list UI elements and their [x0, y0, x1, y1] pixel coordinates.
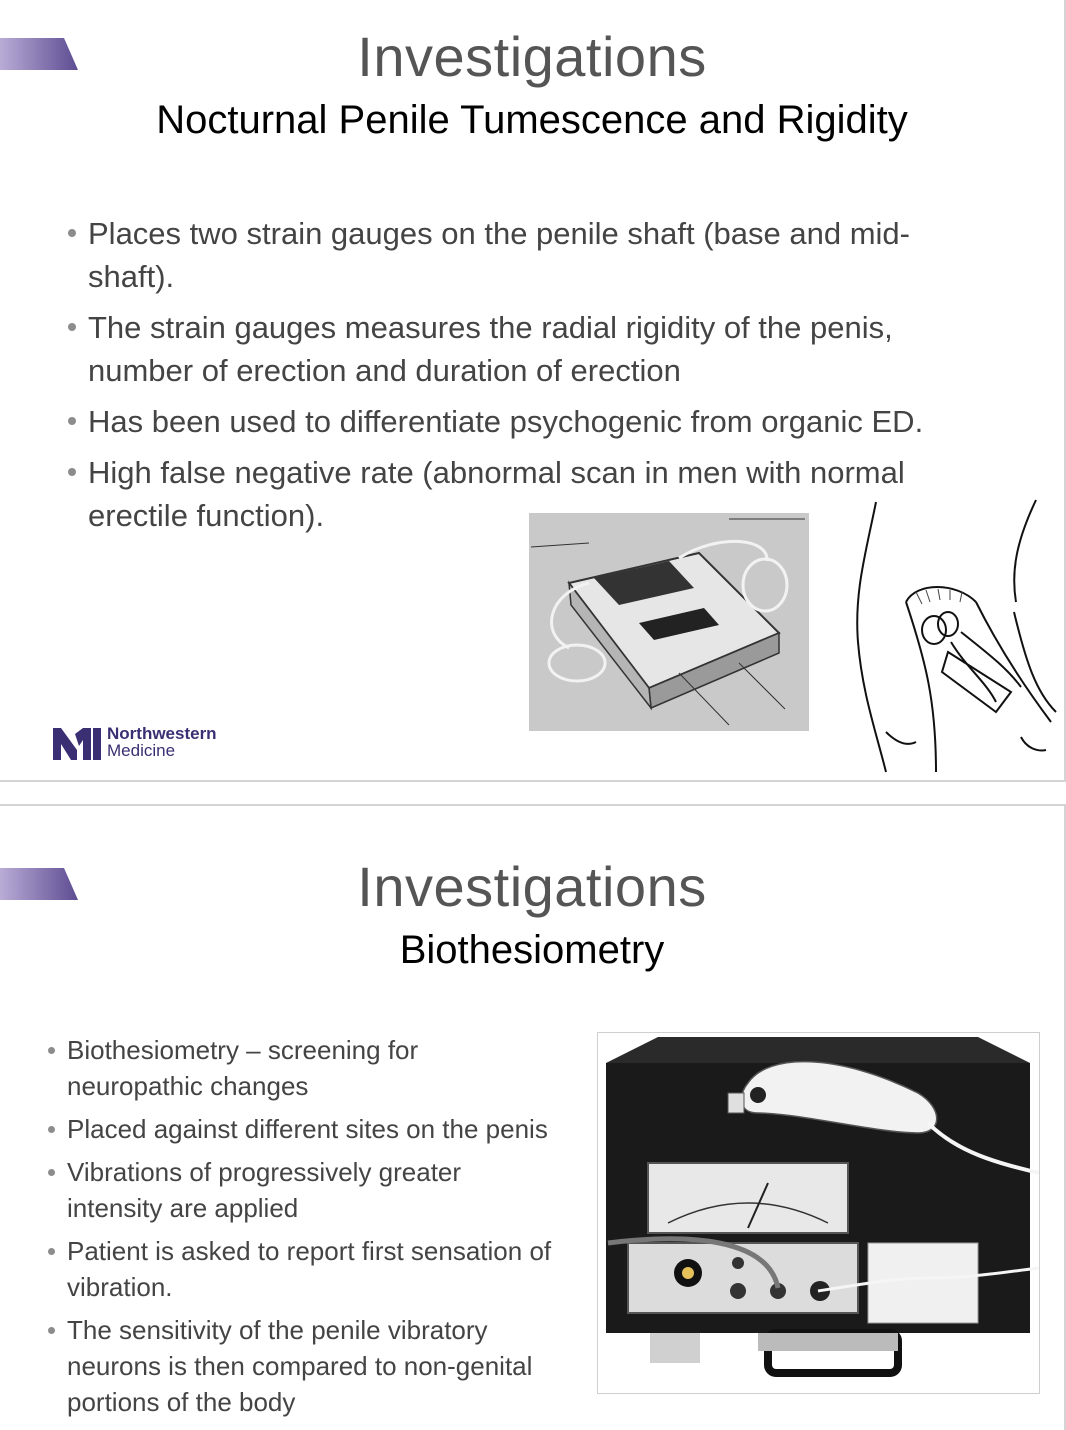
bullet-item: The sensitivity of the penile vibratory neurons is then compared to non-genital portions of the body: [46, 1312, 557, 1420]
logo-subname: Medicine: [107, 741, 176, 760]
bullet-list: [46, 1032, 566, 1427]
slide-title: Investigations: [357, 855, 707, 918]
bullet-list: [66, 212, 926, 545]
nm-logo-icon: [53, 724, 103, 760]
biothesiometer-photo: [597, 1032, 1040, 1394]
bullet-item: High false negative rate (abnormal scan in men with normal erectile function).: [66, 451, 908, 537]
bullet-item: Places two strain gauges on the penile shaft (base and mid-shaft).: [66, 212, 926, 298]
slide-gap: [0, 782, 1066, 804]
slide-biothesiometry: [0, 804, 1066, 1430]
bullet-item: Biothesiometry – screening for neuropathic changes: [46, 1032, 447, 1104]
strain-gauge-placement-illustration: [846, 492, 1058, 778]
slide-subtitle: Nocturnal Penile Tumescence and Rigidity: [156, 98, 908, 142]
logo-name: Northwestern: [107, 724, 217, 743]
slide-title: Investigations: [357, 25, 707, 88]
bullet-item: Has been used to differentiate psychogenic from organic ED.: [66, 400, 926, 443]
bullet-item: Patient is asked to report first sensation of vibration.: [46, 1233, 566, 1305]
rigiscan-device-photo: [529, 513, 809, 731]
bullet-item: Placed against different sites on the penis: [46, 1111, 566, 1147]
slide-subtitle: Biothesiometry: [399, 928, 665, 972]
bullet-item: The strain gauges measures the radial rigidity of the penis, number of erection and duration of erection: [66, 306, 926, 392]
northwestern-medicine-logo: [53, 724, 217, 760]
bullet-item: Vibrations of progressively greater intensity are applied: [46, 1154, 487, 1226]
